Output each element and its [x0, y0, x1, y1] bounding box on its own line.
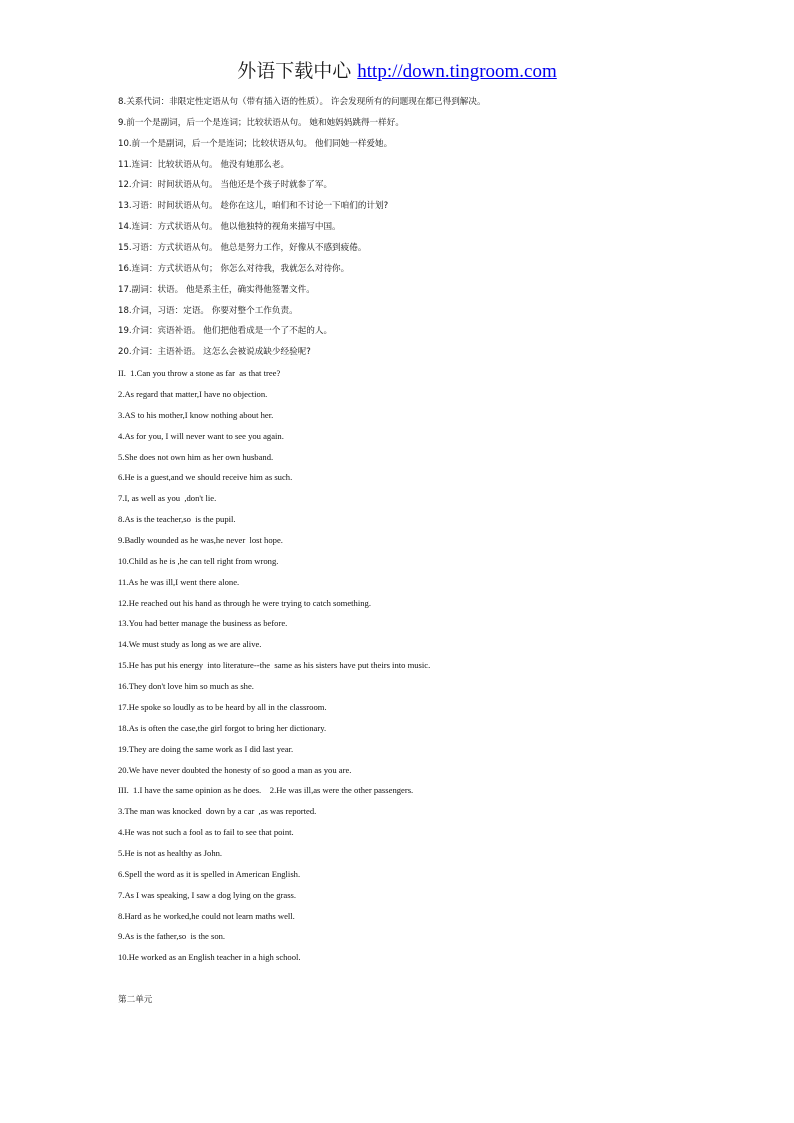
- text-line: 10.He worked as an English teacher in a high school.: [118, 952, 301, 963]
- page-header: [0, 58, 794, 85]
- text-line: 9.As is the father,so is the son.: [118, 931, 226, 942]
- site-name: 外语下载中心: [237, 60, 352, 82]
- text-line: 12.介词：时间状语从句。 当他还是个孩子时就参了军。: [118, 180, 333, 191]
- text-line: 9.前一个是副词，后一个是连词；比较状语从句。 她和她妈妈跳得一样好。: [118, 117, 404, 128]
- text-line: 19.They are doing the same work as I did last year.: [118, 743, 294, 754]
- text-line: II. 1.Can you throw a stone as far as that tree?: [118, 368, 281, 379]
- text-line: 5.He is not as healthy as John.: [118, 847, 223, 858]
- text-line: 8.As is the teacher,so is the pupil.: [118, 514, 236, 525]
- text-line: 9.Badly wounded as he was,he never lost hope.: [118, 535, 283, 546]
- text-line: 19.介词：宾语补语。 他们把他看成是一个了不起的人。: [118, 326, 333, 337]
- text-line: III. 1.I have the same opinion as he does. 2.He was ill,as were the other passengers.: [118, 785, 414, 796]
- text-line: 7.I, as well as you ,don't lie.: [118, 493, 217, 504]
- text-line: 6.Spell the word as it is spelled in American English.: [118, 868, 301, 879]
- text-line: 11.连词：比较状语从句。 他没有她那么老。: [118, 159, 290, 170]
- text-line: 6.He is a guest,and we should receive him as such.: [118, 472, 293, 483]
- text-line: 8.Hard as he worked,he could not learn maths well.: [118, 910, 295, 921]
- section-title: 第二单元: [118, 995, 153, 1005]
- text-line: 12.He reached out his hand as through he were trying to catch something.: [118, 597, 371, 608]
- text-line: 16.They don't love him so much as she.: [118, 681, 254, 692]
- text-line: 14.连词：方式状语从句。 他以他独特的视角来描写中国。: [118, 222, 341, 233]
- text-line: 17.副词：状语。 他是系主任，确实得他签署文件。: [118, 284, 315, 295]
- text-line: 17.He spoke so loudly as to be heard by all in the classroom.: [118, 701, 327, 712]
- text-line: 15.习语：方式状语从句。 他总是努力工作，好像从不感到疲倦。: [118, 243, 367, 254]
- text-line: 4.He was not such a fool as to fail to see that point.: [118, 827, 294, 838]
- text-line: 18.As is often the case,the girl forgot to bring her dictionary.: [118, 722, 327, 733]
- text-line: 4.As for you, I will never want to see you again.: [118, 430, 284, 441]
- text-line: 7.As I was speaking, I saw a dog lying on the grass.: [118, 889, 297, 900]
- text-line: 16.连词：方式状语从句； 你怎么对待我，我就怎么对待你。: [118, 263, 350, 274]
- text-line: 3.The man was knocked down by a car ,as was reported.: [118, 806, 317, 817]
- text-line: 13.习语：时间状语从句。 趁你在这儿，咱们和不讨论一下咱们的计划?: [118, 201, 389, 212]
- text-line: 5.She does not own him as her own husband.: [118, 451, 274, 462]
- text-line: 18.介词，习语：定语。 你要对整个工作负责。: [118, 305, 298, 316]
- text-line: 3.AS to his mother,I know nothing about her.: [118, 409, 274, 420]
- text-line: 2.As regard that matter,I have no objection.: [118, 389, 268, 400]
- text-line: 10.前一个是副词，后一个是连词；比较状语从句。 他们同她一样爱她。: [118, 138, 393, 149]
- text-line: 20.介词：主语补语。 这怎么会被说成缺少经验呢?: [118, 347, 311, 358]
- text-line: 11.As he was ill,I went there alone.: [118, 576, 240, 587]
- text-line: 10.Child as he is ,he can tell right from wrong.: [118, 555, 279, 566]
- text-line: 14.We must study as long as we are alive.: [118, 639, 262, 650]
- text-line: 8.关系代词：非限定性定语从句（带有插入语的性质）。 许会发现所有的问题现在都已得到解决。: [118, 97, 486, 107]
- site-link[interactable]: http://down.tingroom.com: [357, 61, 557, 82]
- text-line: 13.You had better manage the business as before.: [118, 618, 288, 629]
- text-line: 15.He has put his energy into literature--the same as his sisters have put theirs into music.: [118, 660, 431, 671]
- document-body: [118, 92, 758, 968]
- text-line: 20.We have never doubted the honesty of so good a man as you are.: [118, 764, 352, 775]
